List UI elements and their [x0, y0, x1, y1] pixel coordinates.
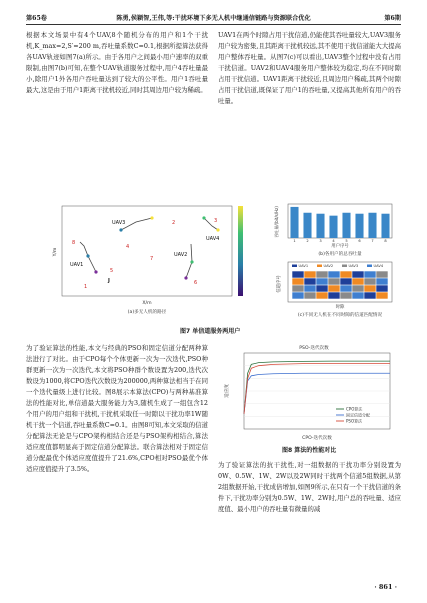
plot-b-xlabel: 用户序号 [331, 244, 349, 249]
channel-cell [340, 278, 351, 284]
user-2: 2 [172, 220, 176, 226]
channel-cell [340, 285, 351, 291]
right-top-paragraph: UAV1在两个时隙占用干扰信道,仍能使其吞吐量较大,UAV3服务用户较为密集,且其距离干扰机较远,其不使用干扰信道能大大提高用户整体吞吐量。从图7(c)可以看出,UAV3整个过程中没有占用干扰信道。UAV2和UAV4服务用户整体较为稳定,均在不同时隙占用干扰信道。UAV1距离干扰较近,且周边用户稀疏,其两个时隙占用干扰信道,既保证了用户1的吞吐量,又提高其他所有用户的吞吐量。 [218, 31, 401, 105]
channel-cell [364, 271, 375, 277]
left-top-paragraph: 根据本文场景中有4个UAV,8个随机分布的用户和1个干扰机,K_max=2,S′=200 m,吞吐量系数C=0.1,根据所提算法获得各UAV轨迹如图7(a)所示。由于各用户之间最小用户速率的双重限制,由图7(b)可知,在整个UAV轨道服务过程中,用户4吞吐量最小,除用户1外各用户吞吐量达到了较大的公平性。用户1吞吐量最大,这是由于用户1距离干扰机较近,同时其周边用户较为稀疏。 [26, 31, 208, 94]
plot-c-ylabel: 信道序号 [277, 275, 282, 293]
user-5: 5 [110, 268, 114, 274]
user-8: 8 [72, 240, 76, 246]
bar-tick-label: 6 [358, 239, 361, 243]
subcaption-c: (c)不同无人机在不同时隙的信道匹配情况 [297, 313, 383, 318]
channel-cell [292, 285, 303, 291]
bar-user-3 [316, 214, 324, 238]
legend-swatch [367, 265, 372, 268]
channel-cell [352, 292, 363, 298]
channel-cell [304, 271, 315, 277]
bar-user-6 [355, 214, 363, 238]
legend-swatch [317, 265, 322, 268]
colorbar [238, 206, 243, 296]
channel-cell [328, 285, 339, 291]
fig8-ylabel: 适应度 [225, 384, 230, 398]
bar-tick-label: 4 [332, 239, 335, 243]
user-7: 7 [150, 256, 154, 262]
page-number: · 861 · [374, 583, 397, 591]
user-6: 6 [194, 280, 198, 286]
channel-cell [364, 285, 375, 291]
plot-a-paths [52, 206, 243, 315]
bar-tick-label: 1 [293, 239, 296, 243]
legend-label: 固定信道分配 [346, 412, 370, 418]
channel-cell [328, 278, 339, 284]
uav3-label: UAV3 [112, 220, 126, 226]
fig8-xlabel: CPO-迭代次数 [302, 436, 332, 441]
bar-user-5 [342, 213, 350, 238]
user-1: 1 [84, 284, 88, 290]
jammer-label: J [108, 278, 110, 284]
channel-cell [328, 292, 339, 298]
channel-cell [304, 278, 315, 284]
channel-cell [364, 292, 375, 298]
bar-user-7 [368, 213, 376, 238]
channel-cell [376, 278, 387, 284]
channel-cell [328, 271, 339, 277]
subcaption-b: (b)各用户的总吞吐量 [318, 252, 362, 257]
fig8-title: PSO-迭代次数 [299, 346, 329, 351]
bar-tick-label: 2 [306, 239, 309, 243]
channel-cell [304, 285, 315, 291]
legend-label: UAV2 [323, 264, 334, 268]
channel-cell [364, 278, 375, 284]
bar-tick-label: 7 [371, 239, 374, 243]
figure-7 [26, 200, 401, 322]
subcaption-a: (a)多无人机的路径 [127, 310, 167, 315]
plot-c-xlabel: 时隙 [335, 305, 345, 310]
uav1-label: UAV1 [70, 262, 84, 268]
channel-cell [376, 271, 387, 277]
channel-cell [352, 278, 363, 284]
figure-8-svg [218, 343, 401, 443]
uav4-label: UAV4 [206, 236, 220, 242]
bar-user-1 [290, 207, 298, 238]
plot-a-xlabel: X/m [142, 301, 152, 306]
volume-label: 第65卷 [26, 15, 47, 22]
channel-cell [376, 285, 387, 291]
channel-cell [352, 271, 363, 277]
legend-label: PSO算法 [346, 418, 363, 424]
left-mid-paragraph: 为了验证算法的性能,本文与经典的PSO和固定信道分配两种算法进行了对比。由于CPO每个个体更新一次为一次迭代,PSO种群更新一次为一次迭代,本文将PSO种群个数设置为200,迭代次数设为1000,将CPO迭代次数设为200000,两种算法相当于在同一个迭代量级上进行比较。图8展示本算法(CPO)与两种基准算法的性能对比,单信道最大服务能力为3,随机生成了一组包含12个用户的用户组和干扰机,干扰机采取任一时隙以干扰功率1W随机干扰一个信道,吞吐量系数C=0.1。由图8可知,本文采取的信道分配算法无论是与CPO架构相结合还是与PSO架构相结合,算法适应度值都明显高于固定信道分配算法。联合算法相对于固定信道分配最优个体适应度值提升了21.6%,CPO相对PSO最优个体适应度值提升了3.5%。 [26, 344, 208, 473]
running-header [26, 11, 401, 23]
channel-cell [340, 292, 351, 298]
bar-user-2 [303, 213, 311, 238]
channel-cell [316, 292, 327, 298]
legend-label: CPO算法 [346, 406, 363, 412]
uav2-label: UAV2 [174, 252, 188, 258]
running-title: 陈勇,侯颖智,王伟,等:干扰环境下多无人机中继通信链路与资源联合优化 [116, 15, 311, 22]
channel-cell [292, 278, 303, 284]
figure-7-svg [26, 200, 401, 322]
figure-8-caption: 图8 算法的性能对比 [282, 447, 337, 454]
legend-label: UAV3 [348, 264, 359, 268]
channel-cell [292, 292, 303, 298]
figure-7-caption: 图7 单信道服务两用户 [180, 328, 241, 335]
bar-user-4 [329, 216, 337, 238]
bar-tick-label: 5 [345, 239, 348, 243]
channel-cell [340, 271, 351, 277]
channel-cell [316, 285, 327, 291]
legend-swatch [342, 265, 347, 268]
figure-8 [218, 343, 401, 443]
channel-cell [292, 271, 303, 277]
channel-cell [376, 292, 387, 298]
bar-tick-label: 3 [319, 239, 322, 243]
issue-label: 第6期 [384, 15, 401, 22]
user-4: 4 [126, 244, 130, 250]
channel-cell [352, 285, 363, 291]
plot-b-throughput [273, 204, 392, 257]
legend-label: UAV1 [298, 264, 309, 268]
plot-a-ylabel: Y/m [53, 247, 58, 257]
channel-cell [304, 292, 315, 298]
plot-b-ticks [293, 239, 387, 243]
channel-cell [316, 278, 327, 284]
right-mid-paragraph: 为了验证算法的抗干扰性,对一组数据的干扰功率分别设置为0W、0.5W、1W、2W以及2W同时干扰两个信道5组数据,从第2组数据开始,干扰成倍增加,如图9所示,在只有一个干扰信道的条件下,干扰功率分别为0.5W、1W、2W时,用户总的吞吐量、适应度值、最小用户的吞吐量有微量的减 [218, 461, 401, 513]
legend-swatch [292, 265, 297, 268]
channel-cell [316, 271, 327, 277]
header-rule [26, 24, 401, 25]
bar-tick-label: 8 [384, 239, 387, 243]
plot-b-ylabel: 吞吐量/(bit/s/Hz) [274, 206, 279, 238]
legend-label: UAV4 [373, 264, 384, 268]
plot-c-channel-matching [275, 262, 392, 318]
user-3: 3 [214, 218, 218, 224]
bar-user-8 [381, 214, 389, 238]
